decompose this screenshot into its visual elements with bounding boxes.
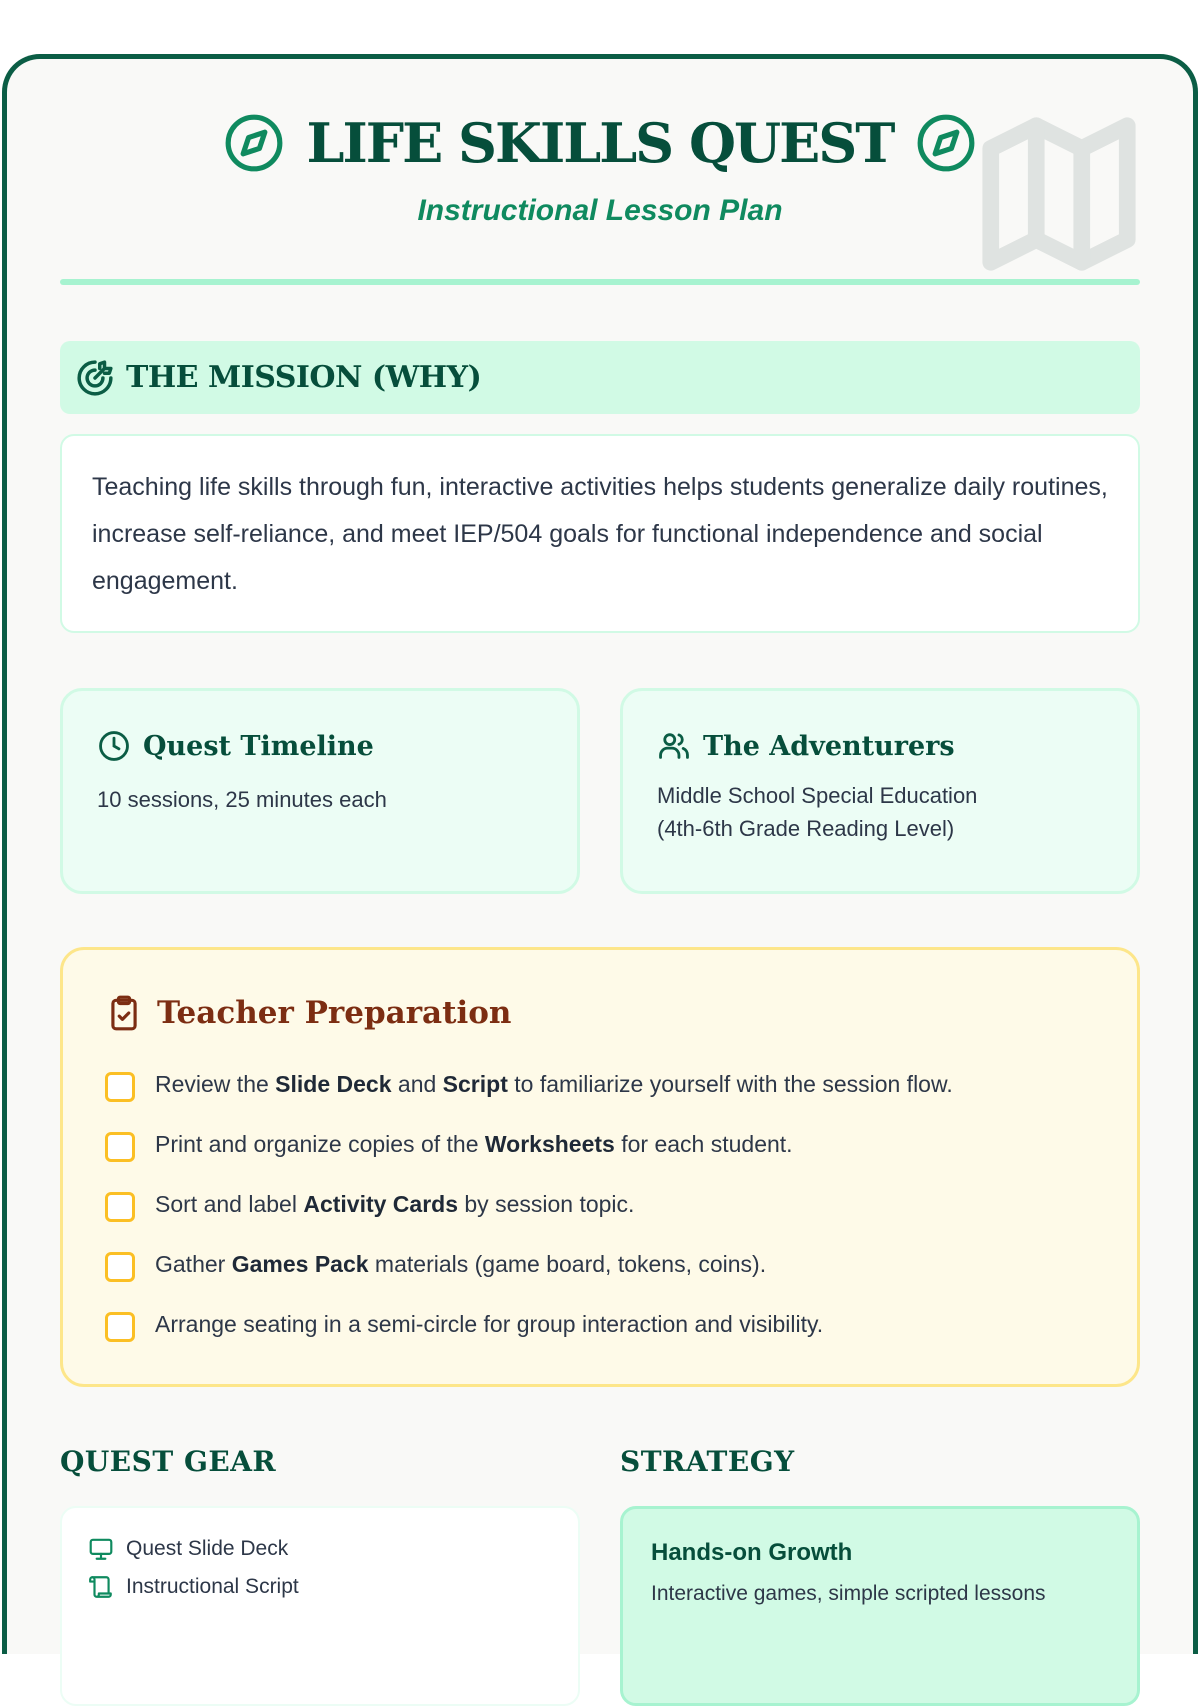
task-text: Arrange seating in a semi-circle for group interaction and visibility. (155, 1310, 824, 1337)
gear-heading: QUEST GEAR (60, 1445, 277, 1478)
users-icon (657, 729, 691, 763)
prep-task[interactable] (105, 1114, 1095, 1174)
monitor-icon (88, 1536, 114, 1562)
page-title: LIFE SKILLS QUEST (306, 111, 894, 175)
strategy-card-title: Hands-on Growth (651, 1539, 853, 1566)
adventurers-line-2: (4th-6th Grade Reading Level) (657, 816, 955, 841)
strategy-card-body: Interactive games, simple scripted lessons (651, 1582, 1046, 1605)
compass-icon (915, 112, 977, 174)
strategy-card (620, 1506, 1140, 1706)
task-text: Print and organize copies of the Worksheets for each student. (155, 1130, 793, 1157)
task-checkbox[interactable] (105, 1072, 135, 1102)
gear-item-label: Quest Slide Deck (126, 1537, 289, 1560)
adventurers-card (620, 688, 1140, 894)
scroll-icon (88, 1574, 114, 1600)
timeline-card (60, 688, 580, 894)
compass-icon (223, 112, 285, 174)
gear-item-label: Instructional Script (126, 1575, 299, 1598)
prep-heading: Teacher Preparation (157, 995, 512, 1031)
gear-card (60, 1506, 580, 1706)
mission-body: Teaching life skills through fun, interactive activities helps students generalize daily routines, increase self-reliance, and meet IEP/504 goals for functional independence and social engagement. (60, 434, 1140, 633)
adventurers-line-1: Middle School Special Education (657, 783, 978, 808)
gear-item (88, 1530, 552, 1568)
adventurers-heading: The Adventurers (703, 730, 955, 762)
task-text: Gather Games Pack materials (game board, tokens, coins). (155, 1250, 767, 1277)
clock-icon (97, 729, 131, 763)
target-icon (76, 359, 114, 397)
title-divider (60, 279, 1140, 285)
task-text: Sort and label Activity Cards by session topic. (155, 1190, 635, 1217)
prep-task[interactable] (105, 1054, 1095, 1114)
mission-header (60, 341, 1140, 414)
task-checkbox[interactable] (105, 1192, 135, 1222)
prep-task[interactable] (105, 1234, 1095, 1294)
task-text: Review the Slide Deck and Script to familiarize yourself with the session flow. (155, 1070, 953, 1097)
teacher-prep-card (60, 947, 1140, 1387)
timeline-body: 10 sessions, 25 minutes each (97, 787, 387, 812)
prep-task[interactable] (105, 1294, 1095, 1354)
task-checkbox[interactable] (105, 1312, 135, 1342)
task-checkbox[interactable] (105, 1132, 135, 1162)
timeline-heading: Quest Timeline (143, 730, 374, 762)
prep-task[interactable] (105, 1174, 1095, 1234)
page-subtitle: Instructional Lesson Plan (417, 194, 783, 227)
clipboard-check-icon (105, 994, 143, 1032)
strategy-heading: STRATEGY (620, 1445, 795, 1478)
title-row (0, 112, 1200, 174)
mission-heading: THE MISSION (WHY) (126, 360, 482, 395)
task-checkbox[interactable] (105, 1252, 135, 1282)
gear-item (88, 1568, 552, 1606)
